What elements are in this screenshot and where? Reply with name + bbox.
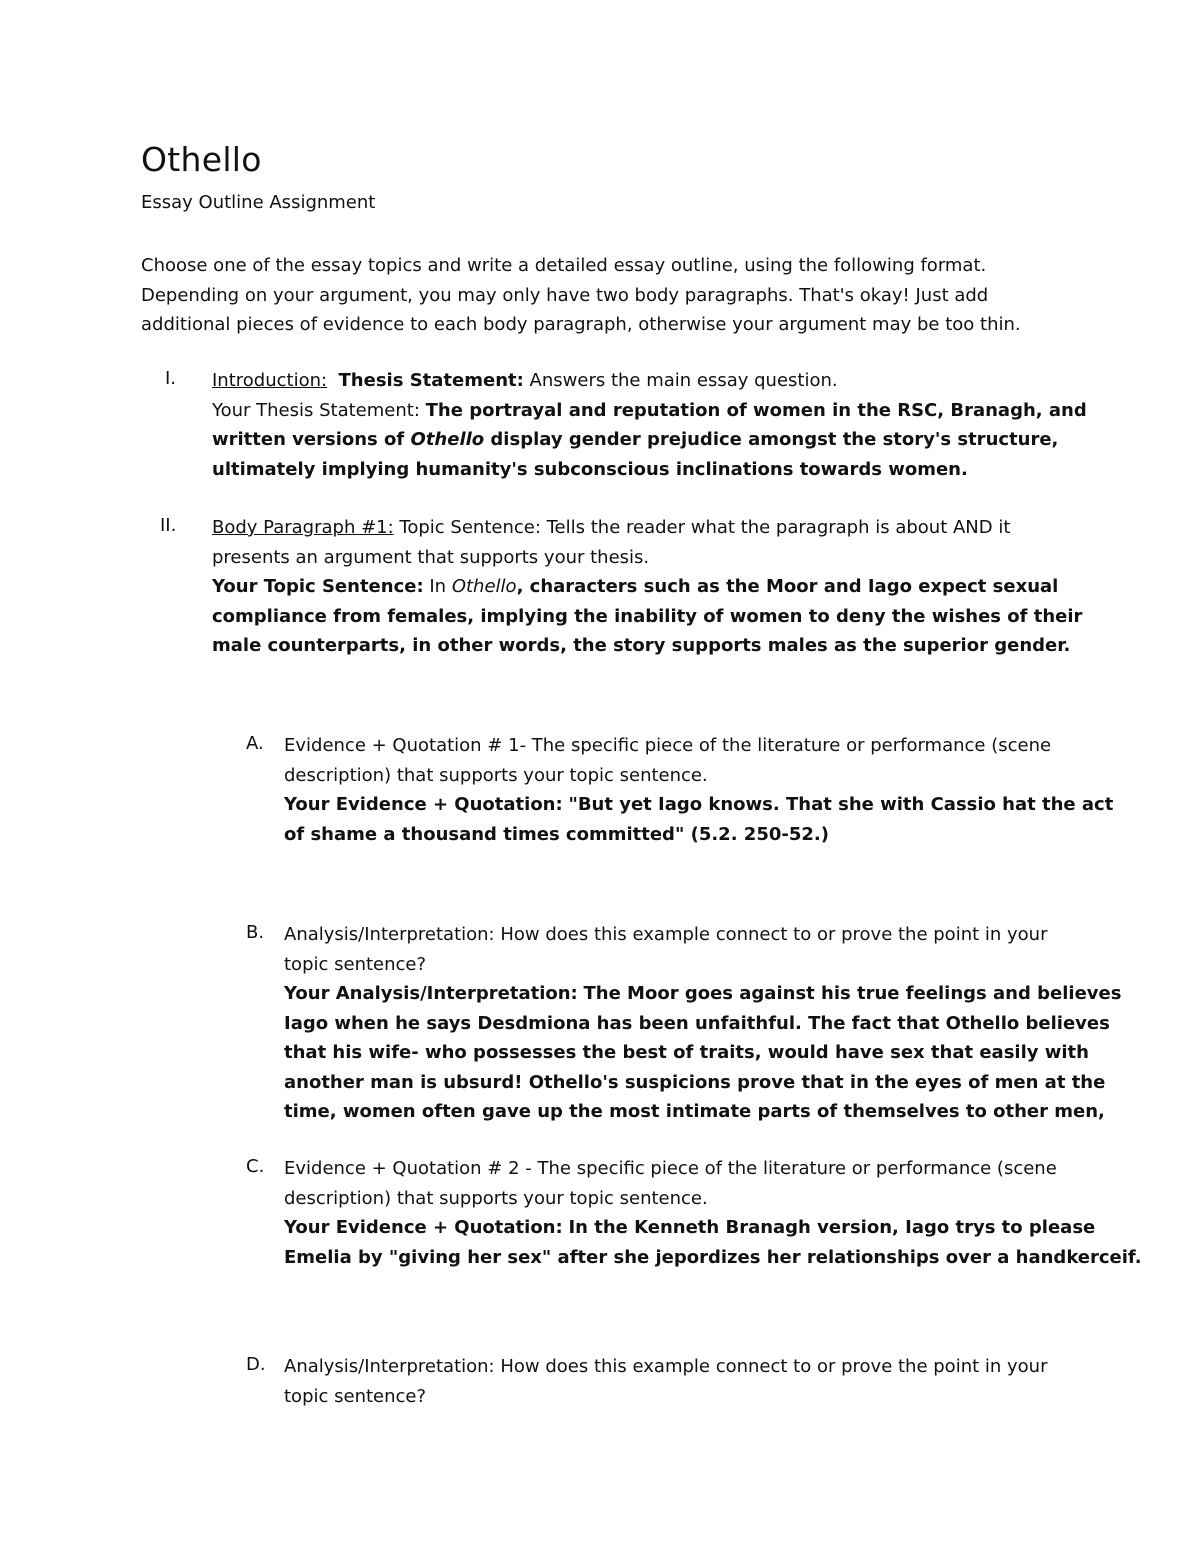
item-c-evidence bbox=[284, 1154, 1142, 1272]
topic-answer-line: male counterparts, in other words, the story supports males as the superior gender. bbox=[212, 635, 1071, 656]
section-1-introduction bbox=[212, 366, 1087, 484]
section-2-answer-line bbox=[212, 572, 1082, 602]
thesis-answer-italic: Othello bbox=[410, 429, 485, 450]
section-1-heading-line bbox=[212, 366, 1087, 396]
thesis-answer-label: Your Thesis Statement: bbox=[212, 399, 420, 421]
section-1-description: Answers the main essay question. bbox=[529, 370, 838, 391]
topic-answer-pre: In bbox=[429, 576, 452, 597]
thesis-answer-line bbox=[212, 425, 1087, 455]
item-b-answer-text: The Moor goes against his true feelings and believes bbox=[583, 983, 1122, 1004]
section-1-answer-line bbox=[212, 396, 1087, 426]
item-b-analysis bbox=[284, 920, 1121, 1127]
item-b-letter: B. bbox=[246, 922, 265, 943]
item-c-answer-line bbox=[284, 1213, 1142, 1243]
item-d-letter: D. bbox=[246, 1354, 266, 1375]
item-a-answer-text: "But yet Iago knows. That she with Cassio hat the act bbox=[568, 794, 1114, 815]
item-b-answer-label: Your Analysis/Interpretation: bbox=[284, 983, 578, 1004]
section-2-numeral: II. bbox=[160, 515, 177, 536]
item-a-answer-line: of shame a thousand times committed" (5.2. 250-52.) bbox=[284, 823, 829, 845]
item-b-answer-line: Iago when he says Desdmiona has been unfaithful. The fact that Othello believes bbox=[284, 1012, 1110, 1034]
item-b-line: Analysis/Interpretation: How does this example connect to or prove the point in your bbox=[284, 924, 1048, 945]
thesis-answer-pre: written versions of bbox=[212, 429, 411, 450]
item-b-answer-line: that his wife- who possesses the best of traits, would have sex that easily with bbox=[284, 1042, 1089, 1063]
item-b-answer-line: another man is ubsurd! Othello's suspicions prove that in the eyes of men at the bbox=[284, 1071, 1106, 1093]
section-2-description: Topic Sentence: Tells the reader what the paragraph is about AND it bbox=[399, 517, 1011, 538]
thesis-answer-post: display gender prejudice amongst the story's structure, bbox=[484, 429, 1059, 450]
section-2-body-paragraph bbox=[212, 513, 1082, 661]
document-title: Othello bbox=[141, 140, 262, 179]
instructions-line: Choose one of the essay topics and write a detailed essay outline, using the following format. bbox=[141, 255, 987, 276]
item-c-answer-line: Emelia by "giving her sex" after she jepordizes her relationships over a handkerceif. bbox=[284, 1246, 1142, 1268]
item-d-analysis bbox=[284, 1352, 1048, 1411]
topic-answer-line: compliance from females, implying the inability of women to deny the wishes of their bbox=[212, 605, 1083, 627]
item-a-line: Evidence + Quotation # 1- The specific piece of the literature or performance (scene bbox=[284, 735, 1052, 756]
section-1-bold-label: Thesis Statement: bbox=[338, 370, 524, 391]
item-c-line: description) that supports your topic sentence. bbox=[284, 1187, 708, 1209]
thesis-answer-line: ultimately implying humanity's subconscious inclinations towards women. bbox=[212, 458, 968, 480]
item-c-line: Evidence + Quotation # 2 - The specific piece of the literature or performance (scene bbox=[284, 1158, 1057, 1179]
section-1-numeral: I. bbox=[165, 368, 177, 389]
item-c-answer-label: Your Evidence + Quotation: bbox=[284, 1217, 563, 1238]
topic-answer-italic: Othello bbox=[451, 576, 517, 597]
section-2-heading-line bbox=[212, 513, 1082, 543]
instructions-line: additional pieces of evidence to each body paragraph, otherwise your argument may be too thin. bbox=[141, 314, 1021, 335]
section-2-description-line: presents an argument that supports your thesis. bbox=[212, 546, 650, 568]
document-subtitle: Essay Outline Assignment bbox=[141, 192, 376, 213]
item-b-line: topic sentence? bbox=[284, 953, 427, 975]
item-d-line: Analysis/Interpretation: How does this example connect to or prove the point in your bbox=[284, 1356, 1048, 1377]
topic-answer-label: Your Topic Sentence: bbox=[212, 576, 424, 597]
item-c-letter: C. bbox=[246, 1156, 265, 1177]
item-a-answer-line bbox=[284, 790, 1113, 820]
item-a-answer-label: Your Evidence + Quotation: bbox=[284, 794, 563, 815]
thesis-answer-text: The portrayal and reputation of women in the RSC, Branagh, and bbox=[425, 399, 1087, 421]
instructions-line: Depending on your argument, you may only have two body paragraphs. That's okay! Just add bbox=[141, 284, 989, 306]
section-1-heading: Introduction: bbox=[212, 370, 328, 391]
item-b-answer-line: time, women often gave up the most intimate parts of themselves to other men, bbox=[284, 1101, 1105, 1122]
section-2-heading: Body Paragraph #1: bbox=[212, 517, 394, 538]
item-c-answer-text: In the Kenneth Branagh version, Iago trys to please bbox=[568, 1217, 1096, 1238]
item-a-letter: A. bbox=[246, 733, 264, 754]
topic-answer-post: , characters such as the Moor and Iago expect sexual bbox=[516, 576, 1059, 597]
item-a-evidence bbox=[284, 731, 1113, 849]
item-d-line: topic sentence? bbox=[284, 1385, 427, 1407]
item-a-line: description) that supports your topic sentence. bbox=[284, 764, 708, 786]
instructions-paragraph bbox=[141, 251, 1051, 340]
item-b-answer-line bbox=[284, 979, 1121, 1009]
